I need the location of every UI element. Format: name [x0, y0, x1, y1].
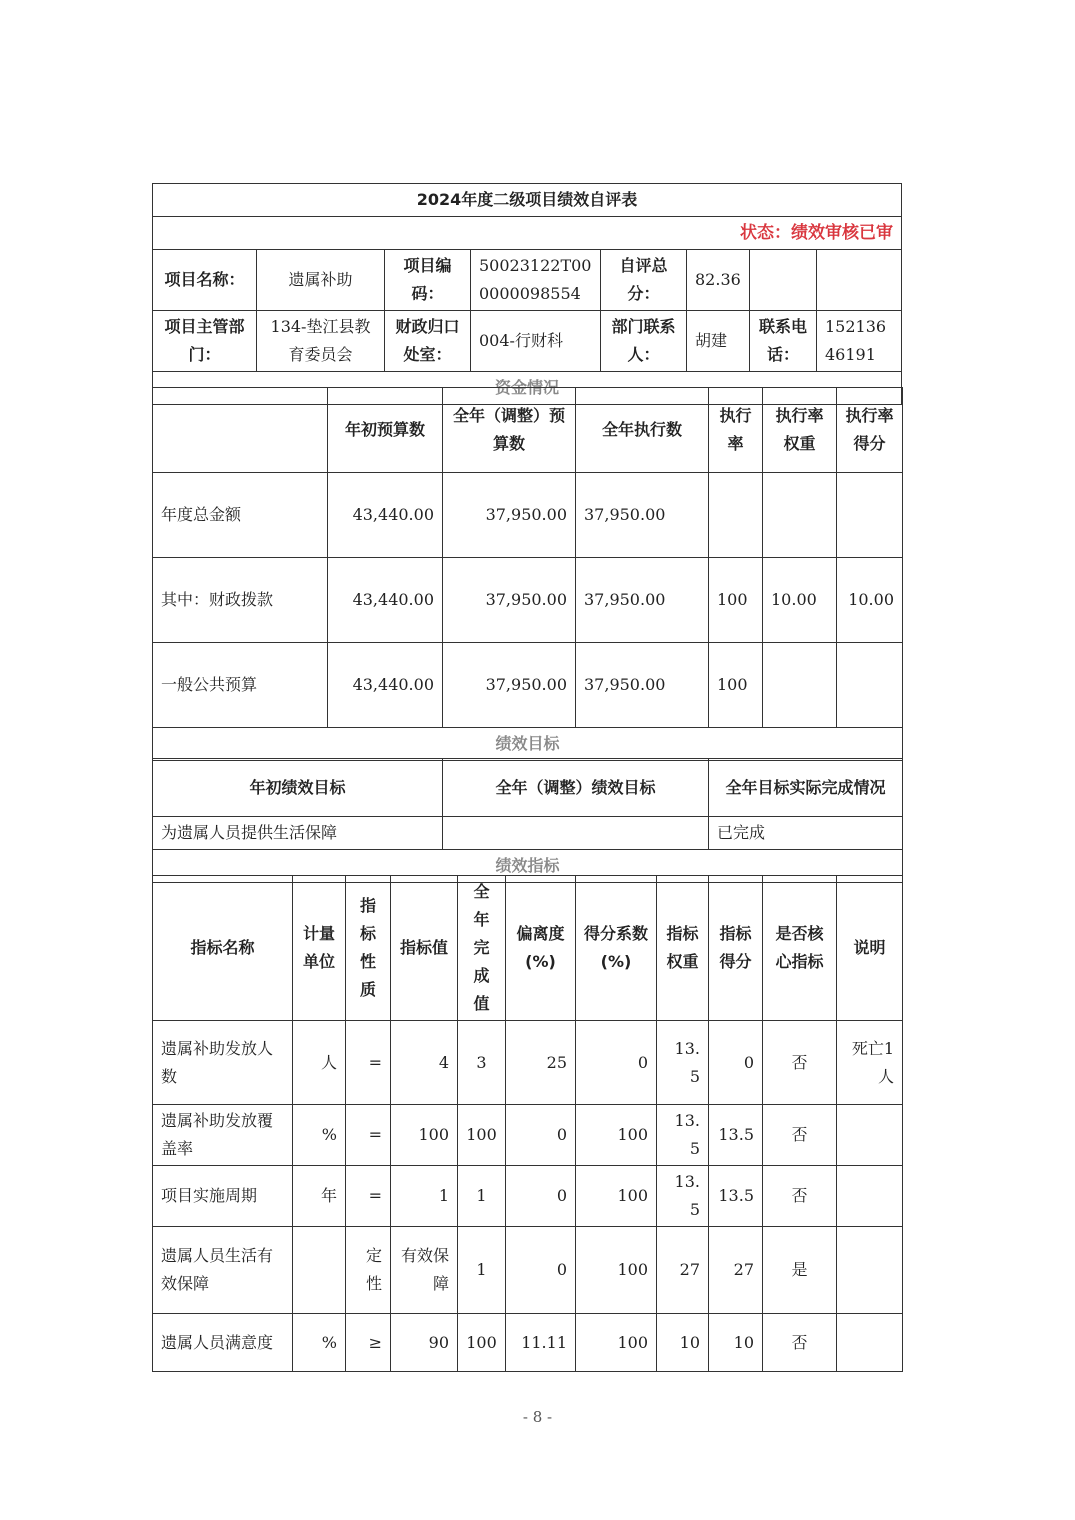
- table-cell: 0: [506, 1166, 576, 1227]
- section-heading: 绩效目标: [153, 728, 903, 761]
- table-cell: 是: [763, 1227, 837, 1314]
- field-value: 胡建: [687, 311, 750, 372]
- table-cell: 否: [763, 1314, 837, 1372]
- table-cell: 4: [391, 1021, 458, 1105]
- table-cell: 13.5: [657, 1021, 709, 1105]
- table-cell: 已完成: [709, 817, 903, 850]
- section-heading: 绩效指标: [153, 850, 903, 883]
- column-header: 全年执行数: [576, 388, 709, 473]
- column-header: 指标名称: [153, 876, 293, 1021]
- table-cell: 其中：财政拨款: [153, 558, 328, 643]
- table-cell: 0: [576, 1021, 657, 1105]
- table-cell: 100: [576, 1314, 657, 1372]
- column-header: 指标值: [391, 876, 458, 1021]
- table-row: [153, 1021, 903, 1105]
- table-cell: 13.5: [657, 1166, 709, 1227]
- table-cell: [763, 473, 837, 558]
- table-cell: [837, 1166, 903, 1227]
- column-header: 说明: [837, 876, 903, 1021]
- table-cell: 10: [709, 1314, 763, 1372]
- table-cell: 1: [391, 1166, 458, 1227]
- table-row: [153, 759, 903, 817]
- column-header: 是否核心指标: [763, 876, 837, 1021]
- field-value: 82.36: [687, 250, 750, 311]
- field-label: 部门联系人：: [601, 311, 687, 372]
- table-cell: 37,950.00: [443, 473, 576, 558]
- table-cell: [837, 1314, 903, 1372]
- table-cell: [763, 643, 837, 728]
- table-cell: 100: [458, 1314, 506, 1372]
- table-row: [153, 817, 903, 850]
- table-cell: 遗属人员满意度: [153, 1314, 293, 1372]
- table-cell: =: [346, 1166, 391, 1227]
- table-row: [153, 643, 903, 728]
- table-cell: 死亡1人: [837, 1021, 903, 1105]
- table-cell: 37,950.00: [443, 558, 576, 643]
- table-cell: 37,950.00: [576, 643, 709, 728]
- table-cell: 3: [458, 1021, 506, 1105]
- table-cell: 人: [293, 1021, 346, 1105]
- table-cell: 90: [391, 1314, 458, 1372]
- table-cell: 0: [506, 1227, 576, 1314]
- table-cell: 1: [458, 1227, 506, 1314]
- table-cell: ≥: [346, 1314, 391, 1372]
- table-cell: 0: [506, 1105, 576, 1166]
- table-cell: [837, 473, 903, 558]
- indicators-table: [152, 875, 903, 1372]
- section-heading: 资金情况: [153, 372, 902, 405]
- table-cell: 年: [293, 1166, 346, 1227]
- table-row: [153, 876, 903, 1021]
- table-cell: 100: [576, 1166, 657, 1227]
- table-cell: 25: [506, 1021, 576, 1105]
- table-cell: 27: [709, 1227, 763, 1314]
- table-cell: 否: [763, 1166, 837, 1227]
- table-cell: 10.00: [837, 558, 903, 643]
- column-header: 执行率权重: [763, 388, 837, 473]
- field-value: 004-行财科: [471, 311, 601, 372]
- table-cell: 0: [709, 1021, 763, 1105]
- table-cell: [443, 817, 709, 850]
- column-header: 计量单位: [293, 876, 346, 1021]
- column-header: 年初绩效目标: [153, 759, 443, 817]
- table-row: [153, 473, 903, 558]
- table-cell: 100: [391, 1105, 458, 1166]
- table-cell: =: [346, 1021, 391, 1105]
- table-cell: [837, 1105, 903, 1166]
- table-cell: 否: [763, 1105, 837, 1166]
- table-cell: 10: [657, 1314, 709, 1372]
- table-cell: 年度总金额: [153, 473, 328, 558]
- table-cell: 43,440.00: [328, 473, 443, 558]
- table-cell: 100: [576, 1105, 657, 1166]
- table-cell: [293, 1227, 346, 1314]
- field-label: 联系电话：: [750, 311, 817, 372]
- table-row: [153, 1105, 903, 1166]
- table-cell: 否: [763, 1021, 837, 1105]
- field-label: 项目主管部门：: [153, 311, 257, 372]
- table-row: [153, 311, 902, 372]
- field-label: 自评总分：: [601, 250, 687, 311]
- table-cell: 遗属人员生活有效保障: [153, 1227, 293, 1314]
- column-header: 指标得分: [709, 876, 763, 1021]
- table-cell: 定性: [346, 1227, 391, 1314]
- column-header: 执行率: [709, 388, 763, 473]
- field-label: [750, 250, 817, 311]
- project-info-table: [152, 183, 902, 405]
- field-value: 15213646191: [817, 311, 902, 372]
- table-cell: 43,440.00: [328, 558, 443, 643]
- table-cell: 为遗属人员提供生活保障: [153, 817, 443, 850]
- column-header: 偏离度(%): [506, 876, 576, 1021]
- table-cell: 一般公共预算: [153, 643, 328, 728]
- goals-table: [152, 758, 903, 883]
- table-cell: 100: [709, 558, 763, 643]
- column-header: 年初预算数: [328, 388, 443, 473]
- column-header: 全年目标实际完成情况: [709, 759, 903, 817]
- table-cell: 遗属补助发放人数: [153, 1021, 293, 1105]
- column-header: 执行率得分: [837, 388, 903, 473]
- table-cell: %: [293, 1314, 346, 1372]
- table-cell: 13.5: [709, 1105, 763, 1166]
- table-cell: =: [346, 1105, 391, 1166]
- table-cell: 27: [657, 1227, 709, 1314]
- table-cell: 37,950.00: [576, 558, 709, 643]
- table-row: [153, 1166, 903, 1227]
- table-cell: 有效保障: [391, 1227, 458, 1314]
- table-cell: 遗属补助发放覆盖率: [153, 1105, 293, 1166]
- table-cell: 11.11: [506, 1314, 576, 1372]
- funding-table: [152, 387, 903, 761]
- table-row: [153, 1227, 903, 1314]
- table-cell: [837, 643, 903, 728]
- table-row: [153, 250, 902, 311]
- column-header: 全年完成值: [458, 876, 506, 1021]
- column-header: 指标权重: [657, 876, 709, 1021]
- table-cell: 43,440.00: [328, 643, 443, 728]
- field-value: 50023122T000000098554: [471, 250, 601, 311]
- field-label: 项目编码：: [385, 250, 471, 311]
- table-row: [153, 728, 903, 761]
- page-number: - 8 -: [522, 1408, 553, 1426]
- table-cell: %: [293, 1105, 346, 1166]
- table-cell: 37,950.00: [576, 473, 709, 558]
- column-header: [153, 388, 328, 473]
- table-row: [153, 1314, 903, 1372]
- table-cell: [837, 1227, 903, 1314]
- status-text: 状态：绩效审核已审: [153, 217, 902, 250]
- field-value: [817, 250, 902, 311]
- field-value: 134-垫江县教育委员会: [257, 311, 385, 372]
- field-label: 项目名称：: [153, 250, 257, 311]
- table-row: [153, 558, 903, 643]
- column-header: 全年（调整）绩效目标: [443, 759, 709, 817]
- table-cell: 13.5: [657, 1105, 709, 1166]
- table-cell: [709, 473, 763, 558]
- table-title: 2024年度二级项目绩效自评表: [153, 184, 902, 217]
- table-cell: 项目实施周期: [153, 1166, 293, 1227]
- table-cell: 10.00: [763, 558, 837, 643]
- field-value: 遗属补助: [257, 250, 385, 311]
- column-header: 全年（调整）预算数: [443, 388, 576, 473]
- table-cell: 100: [458, 1105, 506, 1166]
- table-cell: 100: [709, 643, 763, 728]
- table-cell: 37,950.00: [443, 643, 576, 728]
- table-cell: 100: [576, 1227, 657, 1314]
- table-cell: 13.5: [709, 1166, 763, 1227]
- field-label: 财政归口处室：: [385, 311, 471, 372]
- table-cell: 1: [458, 1166, 506, 1227]
- table-row: [153, 388, 903, 473]
- column-header: 得分系数(%): [576, 876, 657, 1021]
- column-header: 指标性质: [346, 876, 391, 1021]
